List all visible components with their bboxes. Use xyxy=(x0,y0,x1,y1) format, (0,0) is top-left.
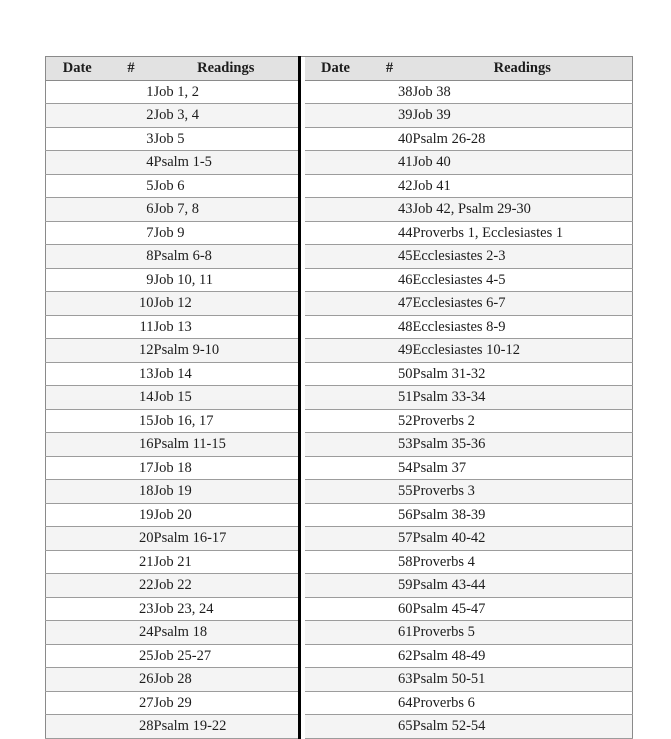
cell-readings-left: Job 3, 4 xyxy=(154,104,300,128)
cell-readings-left: Job 13 xyxy=(154,315,300,339)
table-row xyxy=(46,315,633,339)
cell-date-right xyxy=(305,221,367,245)
cell-date-left xyxy=(46,268,109,292)
cell-number-right: 62 xyxy=(367,644,413,668)
table-row xyxy=(46,409,633,433)
cell-number-left: 21 xyxy=(109,550,154,574)
cell-number-left: 6 xyxy=(109,198,154,222)
cell-date-right xyxy=(305,597,367,621)
reading-plan-table xyxy=(45,56,633,739)
cell-date-left xyxy=(46,550,109,574)
cell-date-right xyxy=(305,245,367,269)
cell-readings-right: Proverbs 1, Ecclesiastes 1 xyxy=(413,221,633,245)
table-row xyxy=(46,550,633,574)
cell-readings-right: Ecclesiastes 6-7 xyxy=(413,292,633,316)
cell-date-right xyxy=(305,503,367,527)
cell-readings-right: Proverbs 6 xyxy=(413,691,633,715)
cell-number-right: 59 xyxy=(367,574,413,598)
cell-number-right: 61 xyxy=(367,621,413,645)
cell-readings-right: Psalm 48-49 xyxy=(413,644,633,668)
cell-readings-right: Psalm 43-44 xyxy=(413,574,633,598)
cell-number-right: 46 xyxy=(367,268,413,292)
cell-date-right xyxy=(305,621,367,645)
table-row xyxy=(46,691,633,715)
cell-number-right: 43 xyxy=(367,198,413,222)
cell-number-right: 39 xyxy=(367,104,413,128)
cell-number-right: 48 xyxy=(367,315,413,339)
cell-date-right xyxy=(305,127,367,151)
cell-number-right: 53 xyxy=(367,433,413,457)
cell-readings-left: Psalm 6-8 xyxy=(154,245,300,269)
cell-number-left: 11 xyxy=(109,315,154,339)
table-row xyxy=(46,268,633,292)
cell-number-left: 25 xyxy=(109,644,154,668)
cell-date-left xyxy=(46,315,109,339)
table-row xyxy=(46,127,633,151)
cell-date-left xyxy=(46,503,109,527)
cell-number-right: 49 xyxy=(367,339,413,363)
cell-readings-left: Job 25-27 xyxy=(154,644,300,668)
cell-readings-right: Ecclesiastes 10-12 xyxy=(413,339,633,363)
cell-number-right: 54 xyxy=(367,456,413,480)
cell-readings-left: Job 12 xyxy=(154,292,300,316)
cell-date-left xyxy=(46,668,109,692)
cell-date-right xyxy=(305,386,367,410)
table-row xyxy=(46,221,633,245)
table-row xyxy=(46,80,633,104)
cell-number-right: 65 xyxy=(367,715,413,739)
column-header-date-right: Date xyxy=(305,57,367,81)
table-row xyxy=(46,527,633,551)
cell-date-left xyxy=(46,198,109,222)
cell-date-right xyxy=(305,80,367,104)
cell-readings-left: Job 7, 8 xyxy=(154,198,300,222)
cell-date-right xyxy=(305,527,367,551)
cell-number-left: 5 xyxy=(109,174,154,198)
cell-date-right xyxy=(305,668,367,692)
table-row xyxy=(46,480,633,504)
cell-readings-right: Psalm 45-47 xyxy=(413,597,633,621)
cell-number-left: 23 xyxy=(109,597,154,621)
cell-number-right: 63 xyxy=(367,668,413,692)
cell-number-left: 28 xyxy=(109,715,154,739)
table-row xyxy=(46,456,633,480)
cell-date-left xyxy=(46,715,109,739)
cell-readings-left: Job 29 xyxy=(154,691,300,715)
cell-number-left: 24 xyxy=(109,621,154,645)
cell-number-right: 41 xyxy=(367,151,413,175)
cell-date-left xyxy=(46,574,109,598)
table-row xyxy=(46,621,633,645)
table-row xyxy=(46,597,633,621)
cell-readings-left: Job 18 xyxy=(154,456,300,480)
cell-number-right: 44 xyxy=(367,221,413,245)
cell-number-left: 17 xyxy=(109,456,154,480)
cell-date-right xyxy=(305,174,367,198)
cell-readings-right: Proverbs 5 xyxy=(413,621,633,645)
cell-readings-right: Job 39 xyxy=(413,104,633,128)
cell-readings-right: Psalm 52-54 xyxy=(413,715,633,739)
cell-date-right xyxy=(305,362,367,386)
cell-number-left: 14 xyxy=(109,386,154,410)
cell-number-right: 42 xyxy=(367,174,413,198)
column-header-number-right: # xyxy=(367,57,413,81)
cell-readings-right: Psalm 40-42 xyxy=(413,527,633,551)
cell-readings-left: Job 19 xyxy=(154,480,300,504)
cell-number-left: 12 xyxy=(109,339,154,363)
cell-readings-left: Job 23, 24 xyxy=(154,597,300,621)
table-row xyxy=(46,433,633,457)
column-header-readings-left: Readings xyxy=(154,57,300,81)
cell-readings-right: Psalm 31-32 xyxy=(413,362,633,386)
cell-readings-left: Psalm 1-5 xyxy=(154,151,300,175)
cell-readings-right: Psalm 50-51 xyxy=(413,668,633,692)
cell-readings-left: Job 28 xyxy=(154,668,300,692)
cell-date-left xyxy=(46,644,109,668)
cell-number-right: 40 xyxy=(367,127,413,151)
cell-readings-right: Psalm 26-28 xyxy=(413,127,633,151)
cell-date-left xyxy=(46,362,109,386)
cell-number-left: 1 xyxy=(109,80,154,104)
cell-date-left xyxy=(46,409,109,433)
cell-date-right xyxy=(305,268,367,292)
cell-number-left: 9 xyxy=(109,268,154,292)
cell-readings-left: Psalm 18 xyxy=(154,621,300,645)
cell-readings-left: Psalm 19-22 xyxy=(154,715,300,739)
cell-readings-left: Job 20 xyxy=(154,503,300,527)
table-row xyxy=(46,104,633,128)
cell-date-right xyxy=(305,715,367,739)
table-row xyxy=(46,151,633,175)
cell-readings-right: Psalm 38-39 xyxy=(413,503,633,527)
cell-number-left: 16 xyxy=(109,433,154,457)
cell-number-left: 26 xyxy=(109,668,154,692)
cell-readings-right: Ecclesiastes 8-9 xyxy=(413,315,633,339)
cell-date-right xyxy=(305,151,367,175)
table-row xyxy=(46,503,633,527)
cell-date-right xyxy=(305,480,367,504)
cell-date-left xyxy=(46,221,109,245)
cell-date-right xyxy=(305,315,367,339)
cell-date-left xyxy=(46,386,109,410)
cell-date-left xyxy=(46,527,109,551)
cell-date-right xyxy=(305,644,367,668)
cell-number-right: 55 xyxy=(367,480,413,504)
cell-number-right: 50 xyxy=(367,362,413,386)
cell-number-left: 7 xyxy=(109,221,154,245)
column-header-readings-right: Readings xyxy=(413,57,633,81)
cell-number-left: 27 xyxy=(109,691,154,715)
header-row xyxy=(46,57,633,81)
cell-readings-right: Psalm 35-36 xyxy=(413,433,633,457)
table-row xyxy=(46,339,633,363)
cell-date-right xyxy=(305,456,367,480)
cell-readings-left: Job 1, 2 xyxy=(154,80,300,104)
cell-date-left xyxy=(46,456,109,480)
table-row xyxy=(46,574,633,598)
cell-readings-left: Job 6 xyxy=(154,174,300,198)
cell-number-right: 38 xyxy=(367,80,413,104)
table-body xyxy=(46,80,633,738)
cell-number-left: 2 xyxy=(109,104,154,128)
cell-date-right xyxy=(305,198,367,222)
cell-readings-right: Job 41 xyxy=(413,174,633,198)
cell-readings-right: Psalm 37 xyxy=(413,456,633,480)
table-row xyxy=(46,386,633,410)
cell-number-right: 47 xyxy=(367,292,413,316)
cell-number-left: 3 xyxy=(109,127,154,151)
cell-readings-left: Psalm 16-17 xyxy=(154,527,300,551)
table-row xyxy=(46,174,633,198)
cell-date-left xyxy=(46,127,109,151)
cell-readings-right: Ecclesiastes 4-5 xyxy=(413,268,633,292)
cell-number-left: 20 xyxy=(109,527,154,551)
cell-number-left: 15 xyxy=(109,409,154,433)
table-row xyxy=(46,198,633,222)
cell-date-right xyxy=(305,691,367,715)
cell-number-right: 64 xyxy=(367,691,413,715)
cell-readings-left: Job 15 xyxy=(154,386,300,410)
cell-number-left: 19 xyxy=(109,503,154,527)
cell-date-left xyxy=(46,292,109,316)
cell-readings-left: Job 22 xyxy=(154,574,300,598)
cell-readings-right: Job 42, Psalm 29-30 xyxy=(413,198,633,222)
cell-number-right: 58 xyxy=(367,550,413,574)
cell-number-right: 60 xyxy=(367,597,413,621)
cell-number-left: 10 xyxy=(109,292,154,316)
cell-date-left xyxy=(46,104,109,128)
cell-date-left xyxy=(46,691,109,715)
cell-date-left xyxy=(46,80,109,104)
cell-date-left xyxy=(46,339,109,363)
cell-date-left xyxy=(46,597,109,621)
cell-date-left xyxy=(46,174,109,198)
cell-readings-left: Job 21 xyxy=(154,550,300,574)
cell-date-right xyxy=(305,292,367,316)
cell-number-right: 56 xyxy=(367,503,413,527)
cell-date-left xyxy=(46,480,109,504)
table-row xyxy=(46,245,633,269)
cell-number-right: 52 xyxy=(367,409,413,433)
table-row xyxy=(46,644,633,668)
cell-date-right xyxy=(305,104,367,128)
cell-number-right: 45 xyxy=(367,245,413,269)
cell-number-left: 8 xyxy=(109,245,154,269)
cell-readings-left: Psalm 9-10 xyxy=(154,339,300,363)
cell-date-right xyxy=(305,409,367,433)
cell-number-right: 57 xyxy=(367,527,413,551)
cell-readings-right: Proverbs 2 xyxy=(413,409,633,433)
cell-date-left xyxy=(46,151,109,175)
cell-readings-left: Job 5 xyxy=(154,127,300,151)
cell-readings-left: Job 9 xyxy=(154,221,300,245)
cell-number-left: 13 xyxy=(109,362,154,386)
cell-date-left xyxy=(46,245,109,269)
cell-readings-right: Proverbs 3 xyxy=(413,480,633,504)
column-header-date-left: Date xyxy=(46,57,109,81)
cell-readings-left: Job 16, 17 xyxy=(154,409,300,433)
cell-readings-left: Psalm 11-15 xyxy=(154,433,300,457)
cell-number-right: 51 xyxy=(367,386,413,410)
cell-readings-right: Job 38 xyxy=(413,80,633,104)
cell-readings-right: Proverbs 4 xyxy=(413,550,633,574)
cell-number-left: 22 xyxy=(109,574,154,598)
table-row xyxy=(46,362,633,386)
cell-readings-left: Job 14 xyxy=(154,362,300,386)
column-header-number-left: # xyxy=(109,57,154,81)
cell-number-left: 18 xyxy=(109,480,154,504)
cell-date-right xyxy=(305,574,367,598)
table-header xyxy=(46,57,633,81)
cell-number-left: 4 xyxy=(109,151,154,175)
cell-readings-right: Ecclesiastes 2-3 xyxy=(413,245,633,269)
cell-readings-left: Job 10, 11 xyxy=(154,268,300,292)
cell-date-right xyxy=(305,550,367,574)
cell-date-right xyxy=(305,339,367,363)
cell-date-right xyxy=(305,433,367,457)
cell-date-left xyxy=(46,621,109,645)
table-row xyxy=(46,668,633,692)
table-row xyxy=(46,715,633,739)
cell-date-left xyxy=(46,433,109,457)
cell-readings-right: Psalm 33-34 xyxy=(413,386,633,410)
cell-readings-right: Job 40 xyxy=(413,151,633,175)
table-row xyxy=(46,292,633,316)
